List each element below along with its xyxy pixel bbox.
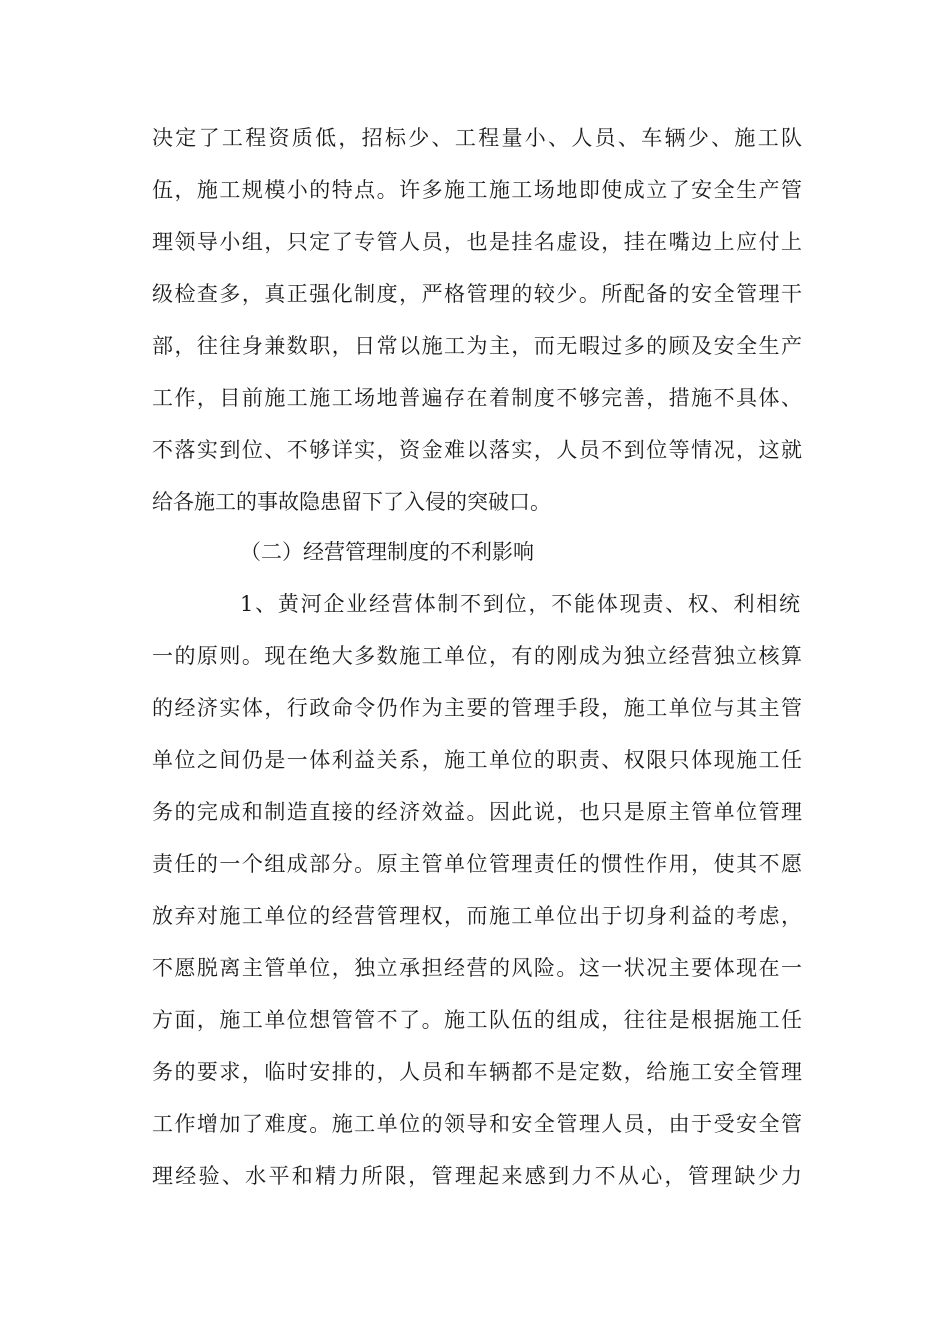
text-line: 责任的一个组成部分。原主管单位管理责任的惯性作用，使其不愿 <box>152 852 802 876</box>
text-line: 工作增加了难度。施工单位的领导和安全管理人员，由于受安全管 <box>152 1112 802 1136</box>
text-line: 理经验、水平和精力所限，管理起来感到力不从心，管理缺少力 <box>152 1164 802 1188</box>
text-line: 部，往往身兼数职，日常以施工为主，而无暇过多的顾及安全生产 <box>152 334 802 358</box>
text-line: 伍，施工规模小的特点。许多施工施工场地即使成立了安全生产管 <box>152 178 802 202</box>
text-line: 务的要求，临时安排的，人员和车辆都不是定数，给施工安全管理 <box>152 1060 802 1084</box>
text-line: 一的原则。现在绝大多数施工单位，有的刚成为独立经营独立核算 <box>152 644 802 668</box>
text-line: 级检查多，真正强化制度，严格管理的较少。所配备的安全管理干 <box>152 282 802 306</box>
text-line: 不愿脱离主管单位，独立承担经营的风险。这一状况主要体现在一 <box>152 956 802 980</box>
text-line: 理领导小组，只定了专管人员，也是挂名虚设，挂在嘴边上应付上 <box>152 230 802 254</box>
text-line: 1、黄河企业经营体制不到位，不能体现责、权、利相统 <box>240 592 800 616</box>
text-line: 决定了工程资质低，招标少、工程量小、人员、车辆少、施工队 <box>152 126 802 150</box>
section-heading: （二）经营管理制度的不利影响 <box>240 540 534 564</box>
text-line: 务的完成和制造直接的经济效益。因此说，也只是原主管单位管理 <box>152 800 802 824</box>
text-line: 给各施工的事故隐患留下了入侵的突破口。 <box>152 490 551 514</box>
text-line: 工作，目前施工施工场地普遍存在着制度不够完善，措施不具体、 <box>152 386 802 410</box>
text-line: 单位之间仍是一体利益关系，施工单位的职责、权限只体现施工任 <box>152 748 802 772</box>
text-line: 不落实到位、不够详实，资金难以落实，人员不到位等情况，这就 <box>152 438 802 462</box>
text-line: 放弃对施工单位的经营管理权，而施工单位出于切身利益的考虑， <box>152 904 802 928</box>
text-line: 的经济实体，行政命令仍作为主要的管理手段，施工单位与其主管 <box>152 696 802 720</box>
text-line: 方面，施工单位想管管不了。施工队伍的组成，往往是根据施工任 <box>152 1008 802 1032</box>
